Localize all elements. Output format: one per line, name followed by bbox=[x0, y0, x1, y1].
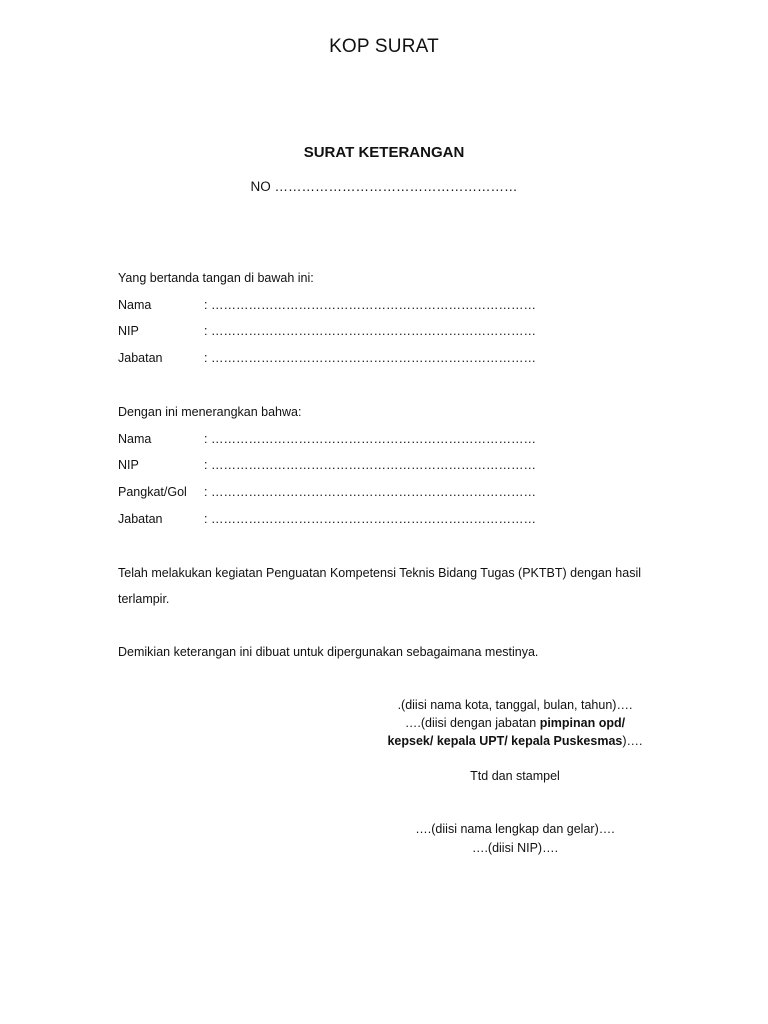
letter-number: NO ……………………………………………… bbox=[250, 179, 518, 194]
field-value: : …………………………………………………………………… bbox=[204, 351, 536, 365]
field-value: : …………………………………………………………………… bbox=[204, 458, 536, 472]
field-value: : …………………………………………………………………… bbox=[204, 432, 536, 446]
closing-statement: Demikian keterangan ini dibuat untuk dipergunakan sebagaimana mestinya. bbox=[118, 645, 539, 659]
signer-field-jabatan bbox=[118, 351, 536, 365]
signer-full-name: ….(diisi nama lengkap dan gelar)…. bbox=[415, 822, 615, 836]
field-label: Jabatan bbox=[118, 351, 163, 365]
signer-field-nama bbox=[118, 298, 536, 312]
field-value: : …………………………………………………………………… bbox=[204, 324, 536, 338]
subject-field-pangkat bbox=[118, 485, 536, 499]
position-line-1 bbox=[380, 716, 650, 730]
statement-line-2: terlampir. bbox=[118, 592, 170, 606]
field-label: Jabatan bbox=[118, 512, 163, 526]
signer-intro: Yang bertanda tangan di bawah ini: bbox=[118, 271, 314, 285]
field-value: : …………………………………………………………………… bbox=[204, 298, 536, 312]
field-label: Pangkat/Gol bbox=[118, 485, 187, 499]
place-date: .(diisi nama kota, tanggal, bulan, tahun)…. bbox=[397, 698, 633, 712]
field-label: NIP bbox=[118, 324, 139, 338]
subject-intro: Dengan ini menerangkan bahwa: bbox=[118, 405, 302, 419]
signer-nip: ….(diisi NIP)…. bbox=[471, 841, 559, 855]
field-label: Nama bbox=[118, 298, 152, 312]
position-prefix: ….(diisi dengan jabatan bbox=[404, 716, 540, 730]
statement-line-1: Telah melakukan kegiatan Penguatan Kompetensi Teknis Bidang Tugas (PKTBT) dengan hasil bbox=[118, 566, 642, 580]
signer-field-nip bbox=[118, 324, 536, 338]
letter-title: SURAT KETERANGAN bbox=[303, 144, 465, 161]
subject-field-nama bbox=[118, 432, 536, 446]
subject-field-jabatan bbox=[118, 512, 536, 526]
signature-stamp-text: Ttd dan stampel bbox=[470, 769, 560, 783]
field-label: Nama bbox=[118, 432, 152, 446]
position-line-2 bbox=[380, 734, 650, 748]
field-label: NIP bbox=[118, 458, 139, 472]
subject-field-nip bbox=[118, 458, 536, 472]
position-bold-2: kepsek/ kepala UPT/ kepala Puskesmas bbox=[387, 734, 623, 748]
position-bold-1: pimpinan opd/ bbox=[539, 716, 626, 730]
field-value: : …………………………………………………………………… bbox=[204, 512, 536, 526]
letterhead: KOP SURAT bbox=[329, 36, 439, 57]
position-suffix: )…. bbox=[622, 734, 643, 748]
field-value: : …………………………………………………………………… bbox=[204, 485, 536, 499]
